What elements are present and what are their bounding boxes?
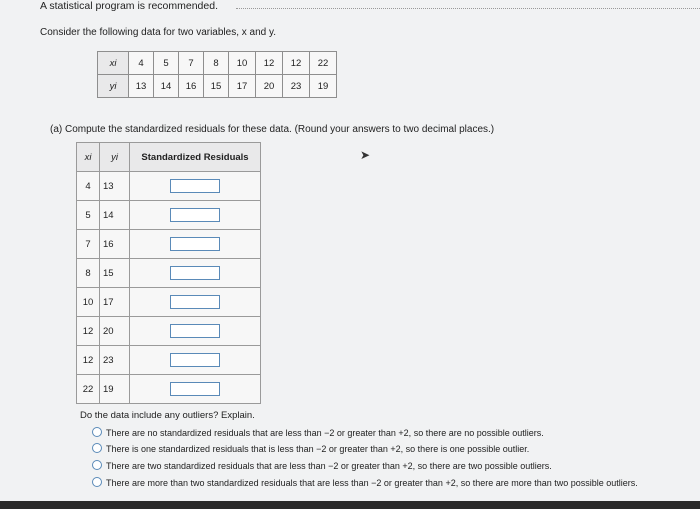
residual-cell xyxy=(130,317,261,346)
x-header: xi xyxy=(98,52,129,75)
residual-cell xyxy=(130,230,261,259)
x-value: 12 xyxy=(256,52,283,75)
option-label: There are two standardized residuals that are less than −2 or greater than +2, so there are two possible outliers. xyxy=(106,461,552,471)
x-row xyxy=(98,52,337,75)
table-row xyxy=(77,259,261,288)
residual-cell xyxy=(130,375,261,404)
residual-cell xyxy=(130,259,261,288)
residuals-table xyxy=(76,142,261,404)
residual-input[interactable] xyxy=(170,295,220,309)
y-row xyxy=(98,75,337,98)
radio-button[interactable] xyxy=(92,443,102,453)
residual-input[interactable] xyxy=(170,237,220,251)
row-y: 15 xyxy=(100,259,130,288)
option-label: There is one standardized residuals that is less than −2 or greater than +2, so there is one possible outlier. xyxy=(106,444,530,454)
divider xyxy=(236,8,700,9)
residual-cell xyxy=(130,288,261,317)
y-value: 17 xyxy=(229,75,256,98)
residual-input[interactable] xyxy=(170,208,220,222)
table-row xyxy=(77,172,261,201)
residuals-header-row xyxy=(77,143,261,172)
row-x: 12 xyxy=(77,317,100,346)
row-x: 7 xyxy=(77,230,100,259)
table-row xyxy=(77,346,261,375)
row-y: 19 xyxy=(100,375,130,404)
row-y: 23 xyxy=(100,346,130,375)
row-y: 17 xyxy=(100,288,130,317)
option-label: There are more than two standardized residuals that are less than −2 or greater than +2, so there are more than two possible outliers. xyxy=(106,478,638,488)
y-value: 23 xyxy=(283,75,310,98)
residual-cell xyxy=(130,201,261,230)
col-x-header: xi xyxy=(77,143,100,172)
x-value: 4 xyxy=(129,52,154,75)
x-value: 8 xyxy=(204,52,229,75)
y-header: yi xyxy=(98,75,129,98)
radio-button[interactable] xyxy=(92,427,102,437)
row-x: 5 xyxy=(77,201,100,230)
x-value: 7 xyxy=(179,52,204,75)
row-x: 8 xyxy=(77,259,100,288)
row-x: 4 xyxy=(77,172,100,201)
y-value: 20 xyxy=(256,75,283,98)
residual-input[interactable] xyxy=(170,324,220,338)
x-value: 12 xyxy=(283,52,310,75)
table-row xyxy=(77,288,261,317)
row-y: 16 xyxy=(100,230,130,259)
x-value: 5 xyxy=(154,52,179,75)
outlier-option-none[interactable] xyxy=(92,427,544,438)
y-value: 15 xyxy=(204,75,229,98)
residual-cell xyxy=(130,346,261,375)
row-y: 20 xyxy=(100,317,130,346)
bottom-bar xyxy=(0,501,700,509)
row-x: 12 xyxy=(77,346,100,375)
outlier-option-one[interactable] xyxy=(92,443,529,454)
table-row xyxy=(77,230,261,259)
y-value: 13 xyxy=(129,75,154,98)
radio-button[interactable] xyxy=(92,477,102,487)
col-residual-header: Standardized Residuals xyxy=(130,143,261,172)
row-y: 13 xyxy=(100,172,130,201)
residual-input[interactable] xyxy=(170,266,220,280)
outlier-question: Do the data include any outliers? Explain. xyxy=(80,410,255,421)
option-label: There are no standardized residuals that are less than −2 or greater than +2, so there are no possible outliers. xyxy=(106,428,544,438)
row-x: 10 xyxy=(77,288,100,317)
row-y: 14 xyxy=(100,201,130,230)
residual-cell xyxy=(130,172,261,201)
outlier-option-two[interactable] xyxy=(92,460,552,471)
radio-button[interactable] xyxy=(92,460,102,470)
recommendation-note: A statistical program is recommended. xyxy=(40,0,218,12)
y-value: 16 xyxy=(179,75,204,98)
residual-input[interactable] xyxy=(170,382,220,396)
row-x: 22 xyxy=(77,375,100,404)
outlier-option-more[interactable] xyxy=(92,477,638,488)
residual-input[interactable] xyxy=(170,353,220,367)
data-table xyxy=(97,51,337,98)
consider-text: Consider the following data for two variables, x and y. xyxy=(40,27,277,38)
x-value: 22 xyxy=(310,52,337,75)
x-value: 10 xyxy=(229,52,256,75)
y-value: 14 xyxy=(154,75,179,98)
col-y-header: yi xyxy=(100,143,130,172)
part-a-prompt: (a) Compute the standardized residuals for these data. (Round your answers to two decimal places.) xyxy=(50,124,495,135)
table-row xyxy=(77,375,261,404)
mouse-cursor-icon: ➤ xyxy=(360,148,371,162)
residual-input[interactable] xyxy=(170,179,220,193)
table-row xyxy=(77,201,261,230)
y-value: 19 xyxy=(310,75,337,98)
table-row xyxy=(77,317,261,346)
